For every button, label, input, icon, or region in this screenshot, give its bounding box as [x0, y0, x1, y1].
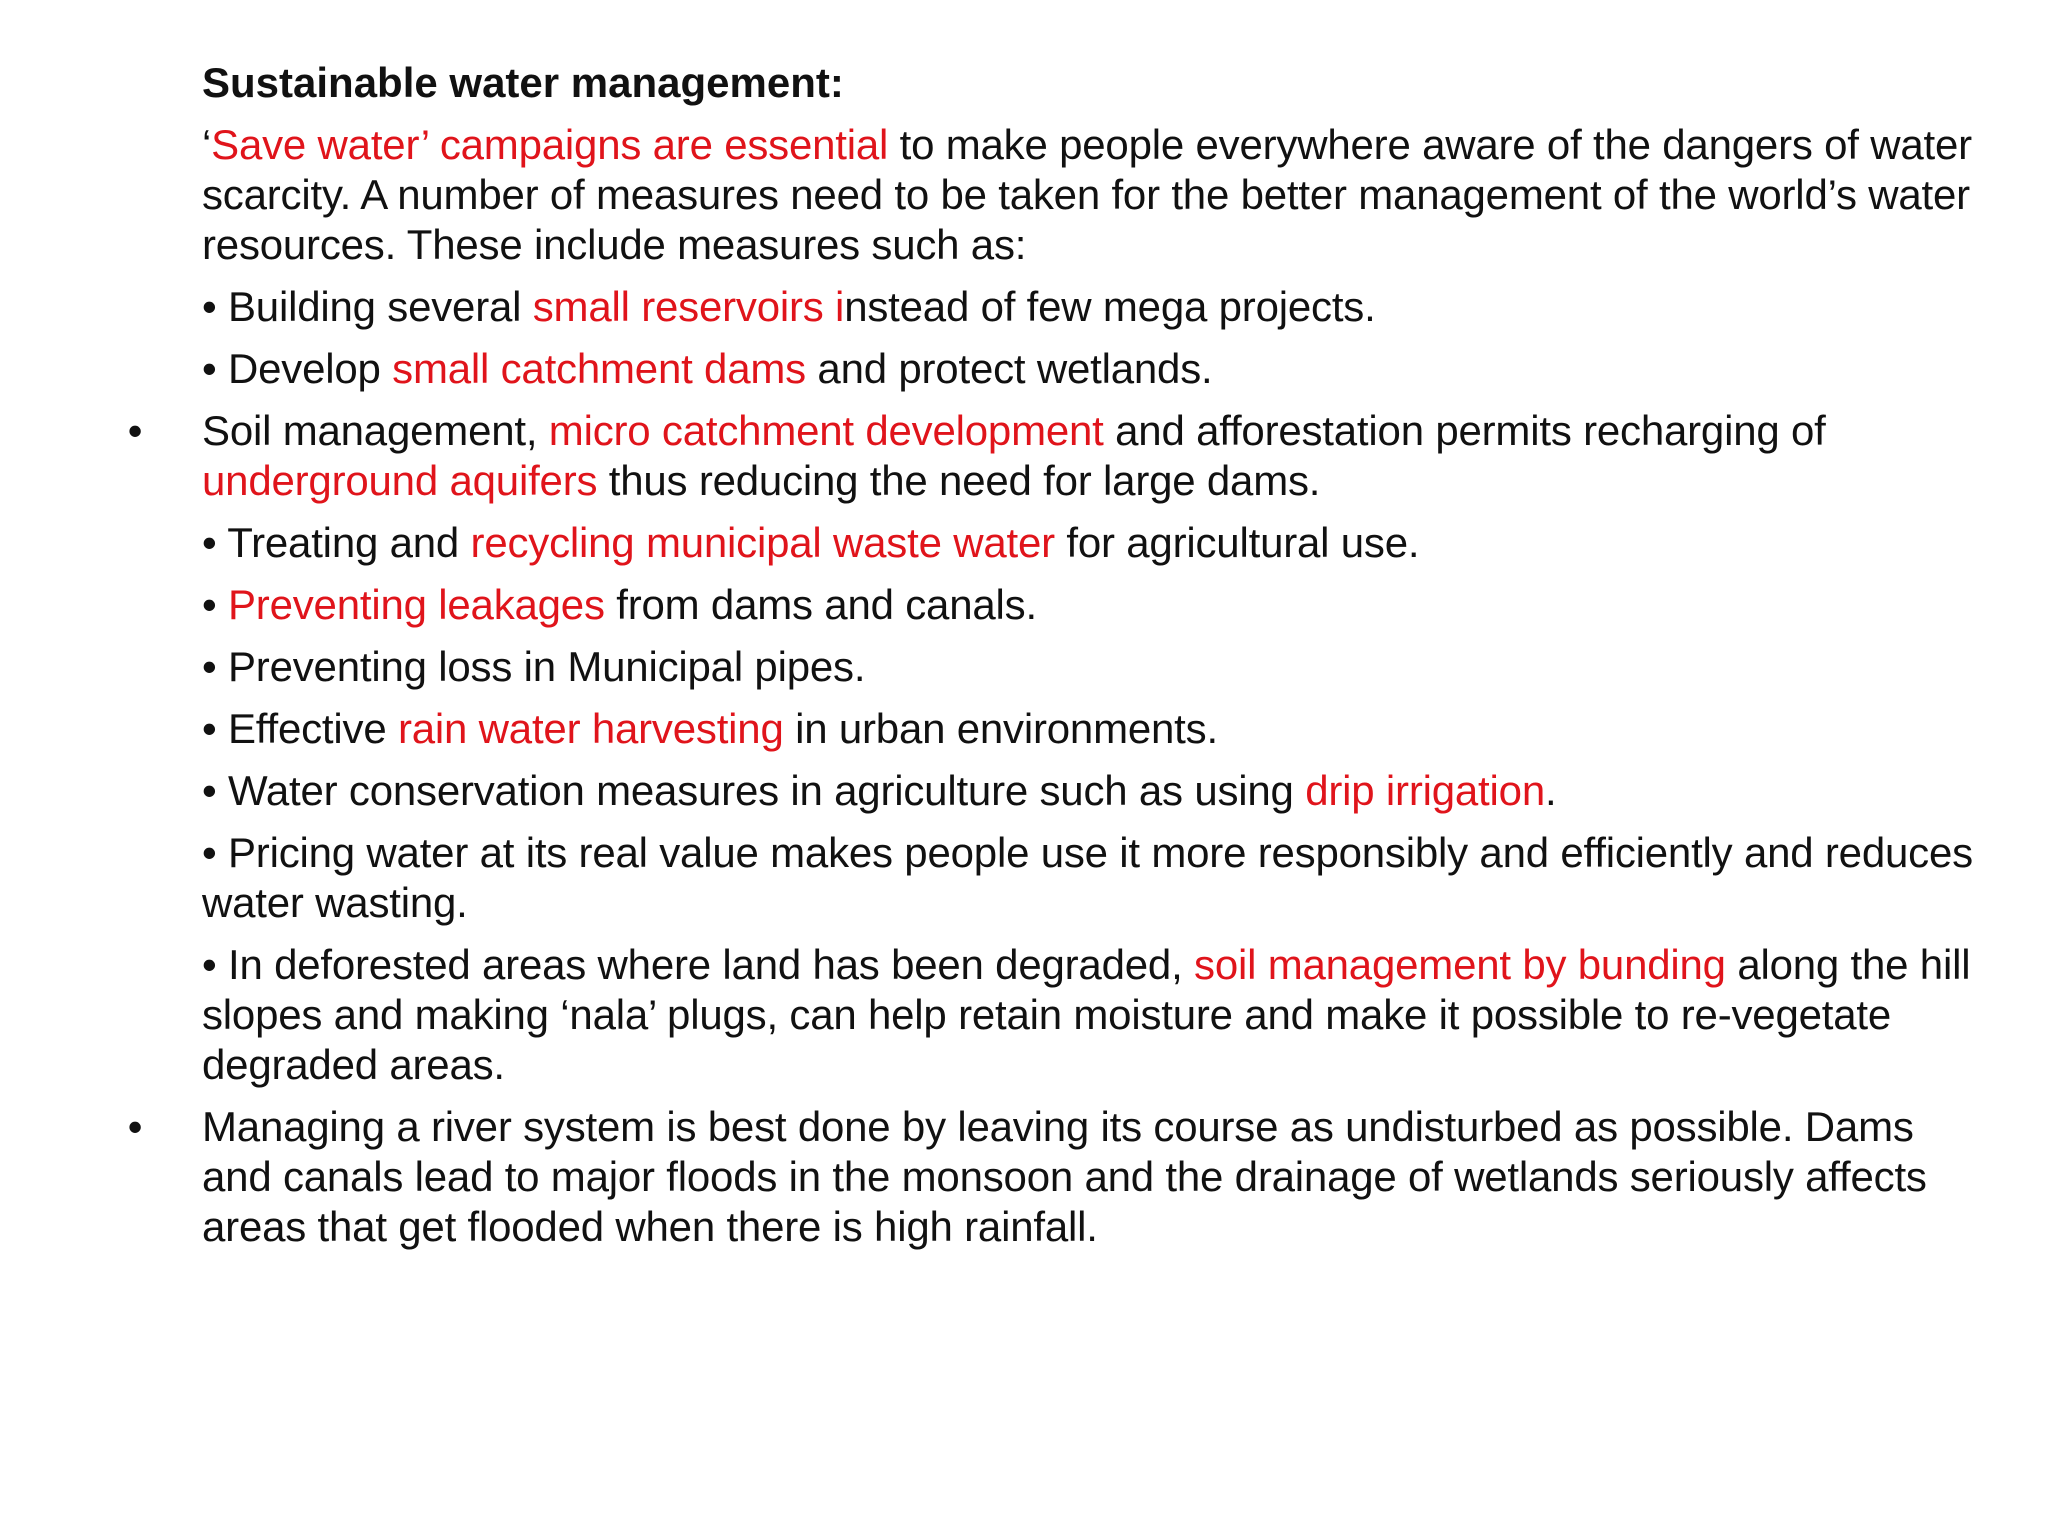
highlighted-text: small catchment dams — [392, 345, 806, 392]
bullet-icon: • — [127, 1103, 143, 1150]
paragraph-text: and afforestation permits recharging of — [1103, 407, 1826, 454]
paragraph-7 — [202, 642, 1992, 692]
paragraph-12 — [127, 1102, 1992, 1252]
paragraph-text: thus reducing the need for large dams. — [597, 457, 1321, 504]
paragraph-2 — [202, 282, 1992, 332]
paragraph-text: • Develop — [202, 345, 393, 392]
paragraph-text: • Pricing water at its real value makes people use it more responsibly and efficiently and reduces water wasting. — [202, 829, 1973, 926]
paragraph-text: • — [202, 581, 228, 628]
paragraph-10 — [202, 828, 1992, 928]
paragraph-text: • In deforested areas where land has been degraded, — [202, 941, 1195, 988]
paragraph-text: • Preventing loss in Municipal pipes. — [202, 643, 866, 690]
paragraph-9 — [202, 766, 1992, 816]
highlighted-text: Preventing leakages — [227, 581, 605, 628]
paragraph-text: along the hill slopes and making ‘nala’ plugs, can help retain moisture and make it possible to re-vegetate degraded areas. — [202, 941, 1971, 1088]
paragraph-text: • Effective — [202, 705, 398, 752]
paragraph-8 — [202, 704, 1992, 754]
paragraph-6 — [202, 580, 1992, 630]
highlighted-text: drip irrigation — [1305, 767, 1545, 814]
slide-content — [127, 58, 1992, 1264]
slide-heading: Sustainable water management: — [202, 59, 844, 106]
paragraph-list — [127, 120, 1992, 1252]
highlighted-text: small reservoirs i — [532, 283, 845, 330]
paragraph-text: Managing a river system is best done by leaving its course as undisturbed as possible. Dams and canals lead to major floods in the monsoon and the drainage of wetlands seriously affects areas that get flooded when there is high rainfall. — [202, 1103, 1927, 1250]
paragraph-text: Soil management, — [202, 407, 549, 454]
highlighted-text: soil management by bunding — [1194, 941, 1726, 988]
paragraph-text: • Treating and — [202, 519, 471, 566]
paragraph-text: ‘ — [202, 121, 212, 168]
highlighted-text: underground aquifers — [202, 457, 598, 504]
paragraph-4 — [127, 406, 1992, 506]
paragraph-11 — [202, 940, 1992, 1090]
paragraph-3 — [202, 344, 1992, 394]
paragraph-text: for agricultural use. — [1054, 519, 1420, 566]
highlighted-text: Save water’ campaigns are essential — [211, 121, 889, 168]
highlighted-text: recycling municipal waste water — [470, 519, 1055, 566]
paragraph-5 — [202, 518, 1992, 568]
paragraph-1 — [202, 120, 1992, 270]
highlighted-text: micro catchment development — [548, 407, 1104, 454]
paragraph-text: . — [1544, 767, 1557, 814]
bullet-icon: • — [127, 407, 143, 454]
paragraph-text: nstead of few mega projects. — [844, 283, 1376, 330]
paragraph-text: • Water conservation measures in agriculture such as using — [202, 767, 1306, 814]
paragraph-text: and protect wetlands. — [805, 345, 1213, 392]
paragraph-text: • Building several — [202, 283, 533, 330]
highlighted-text: rain water harvesting — [397, 705, 784, 752]
paragraph-text: in urban environments. — [783, 705, 1218, 752]
paragraph-text: from dams and canals. — [604, 581, 1037, 628]
paragraph-text: to make people everywhere aware of the dangers of water scarcity. A number of measures need to be taken for the better management of the world’s water resources. These include measures such as: — [202, 121, 1972, 268]
